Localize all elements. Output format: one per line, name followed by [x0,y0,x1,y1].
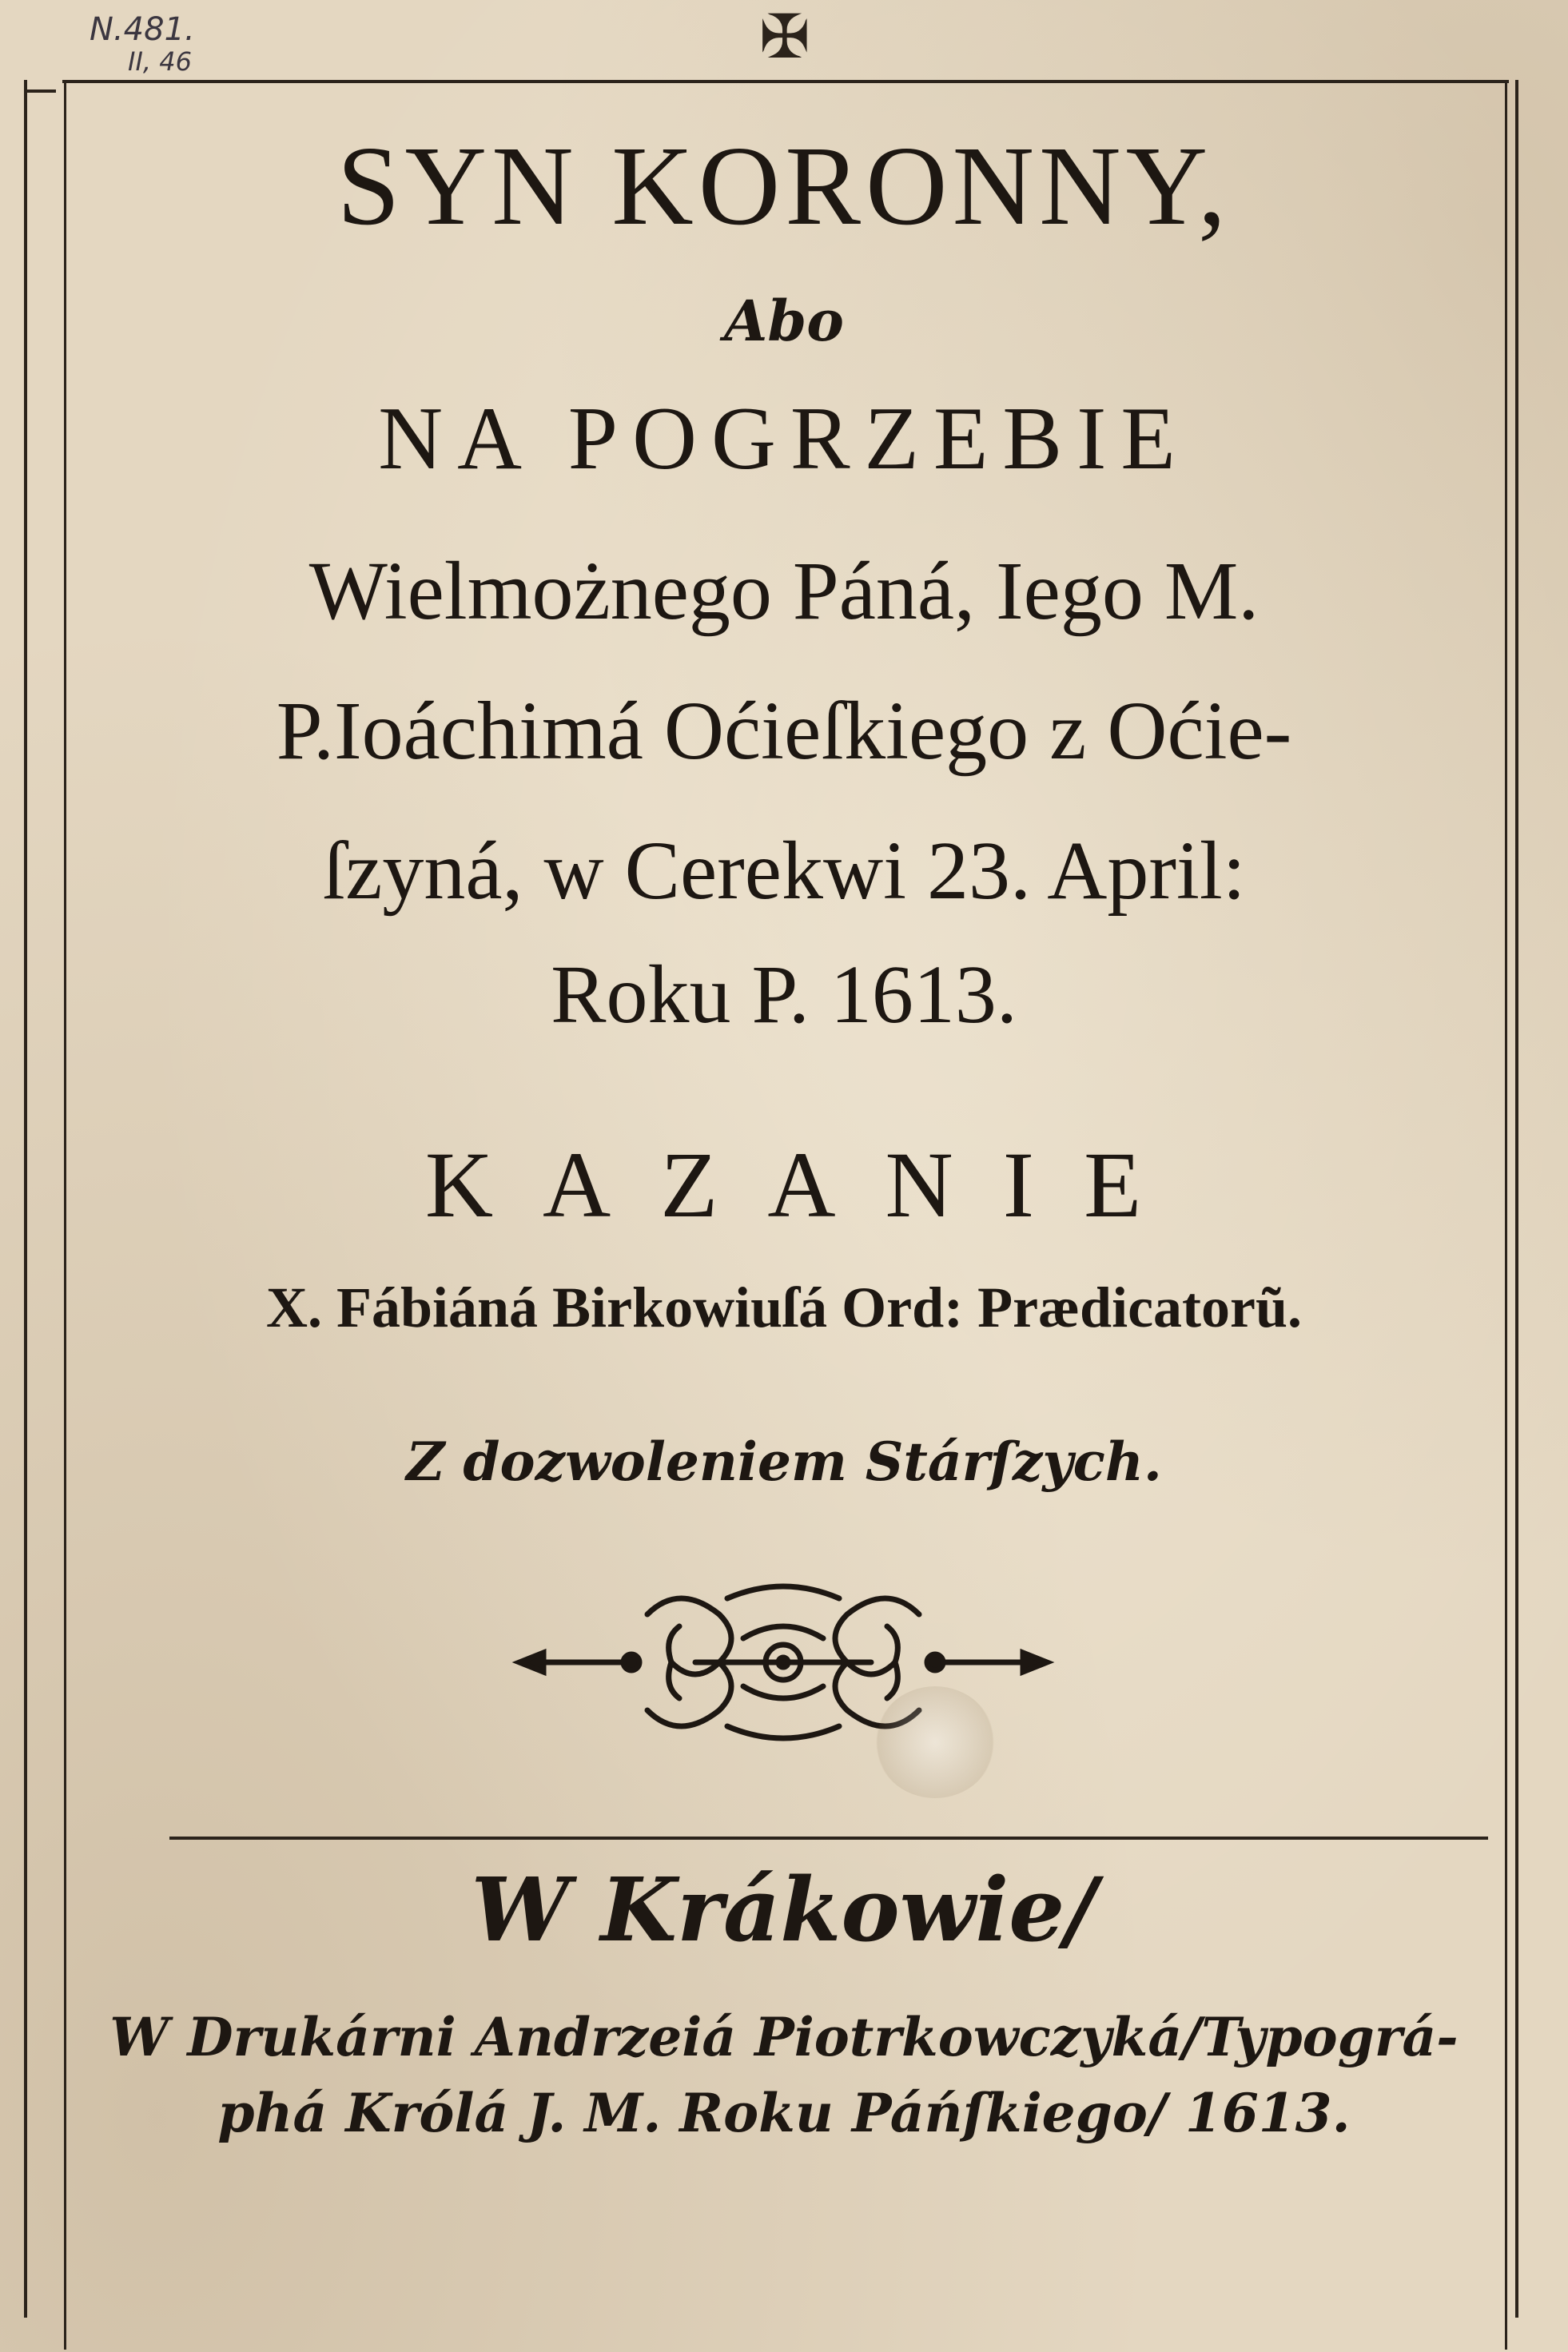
subtitle: NA POGRZEBIE [378,389,1190,488]
kazanie-heading: KAZANIE [424,1132,1192,1237]
imprint-line-2: phá Królá J. M. Roku Páńſkiego/ 1613. [217,2082,1351,2144]
top-rule-left-stub [24,90,56,93]
page-title: SYN KORONNY, [336,122,1232,249]
body-line-2: P.Ioáchimá Oćieſkiego z Oćie- [276,685,1292,777]
body-line-4: Roku P. 1613. [551,949,1017,1041]
imprint-rule [169,1837,1488,1840]
manuscript-shelfmark: N.481. [90,11,195,48]
paper-stain [875,1686,995,1798]
permission-line: Z dozwoleniem Stárſzych. [406,1431,1162,1493]
top-rule [62,80,1509,83]
imprint-city: W Krákowie/ [471,1858,1097,1961]
cross-icon: ✠ [759,1,810,72]
imprint-line-1: W Drukárni Andrzeiá Piotrkowczyká/Typográ- [109,2006,1459,2068]
body-line-1: Wielmożnego Páná, Iego M. [308,545,1260,637]
manuscript-shelfmark-2: II, 46 [128,46,192,77]
author-line: X. Fábiáná Birkowiuſá Ord: Prædicatorũ. [265,1275,1303,1339]
body-line-3: ſzyná, w Cerekwi 23. April: [322,825,1246,917]
abo-word: Abo [724,288,844,354]
